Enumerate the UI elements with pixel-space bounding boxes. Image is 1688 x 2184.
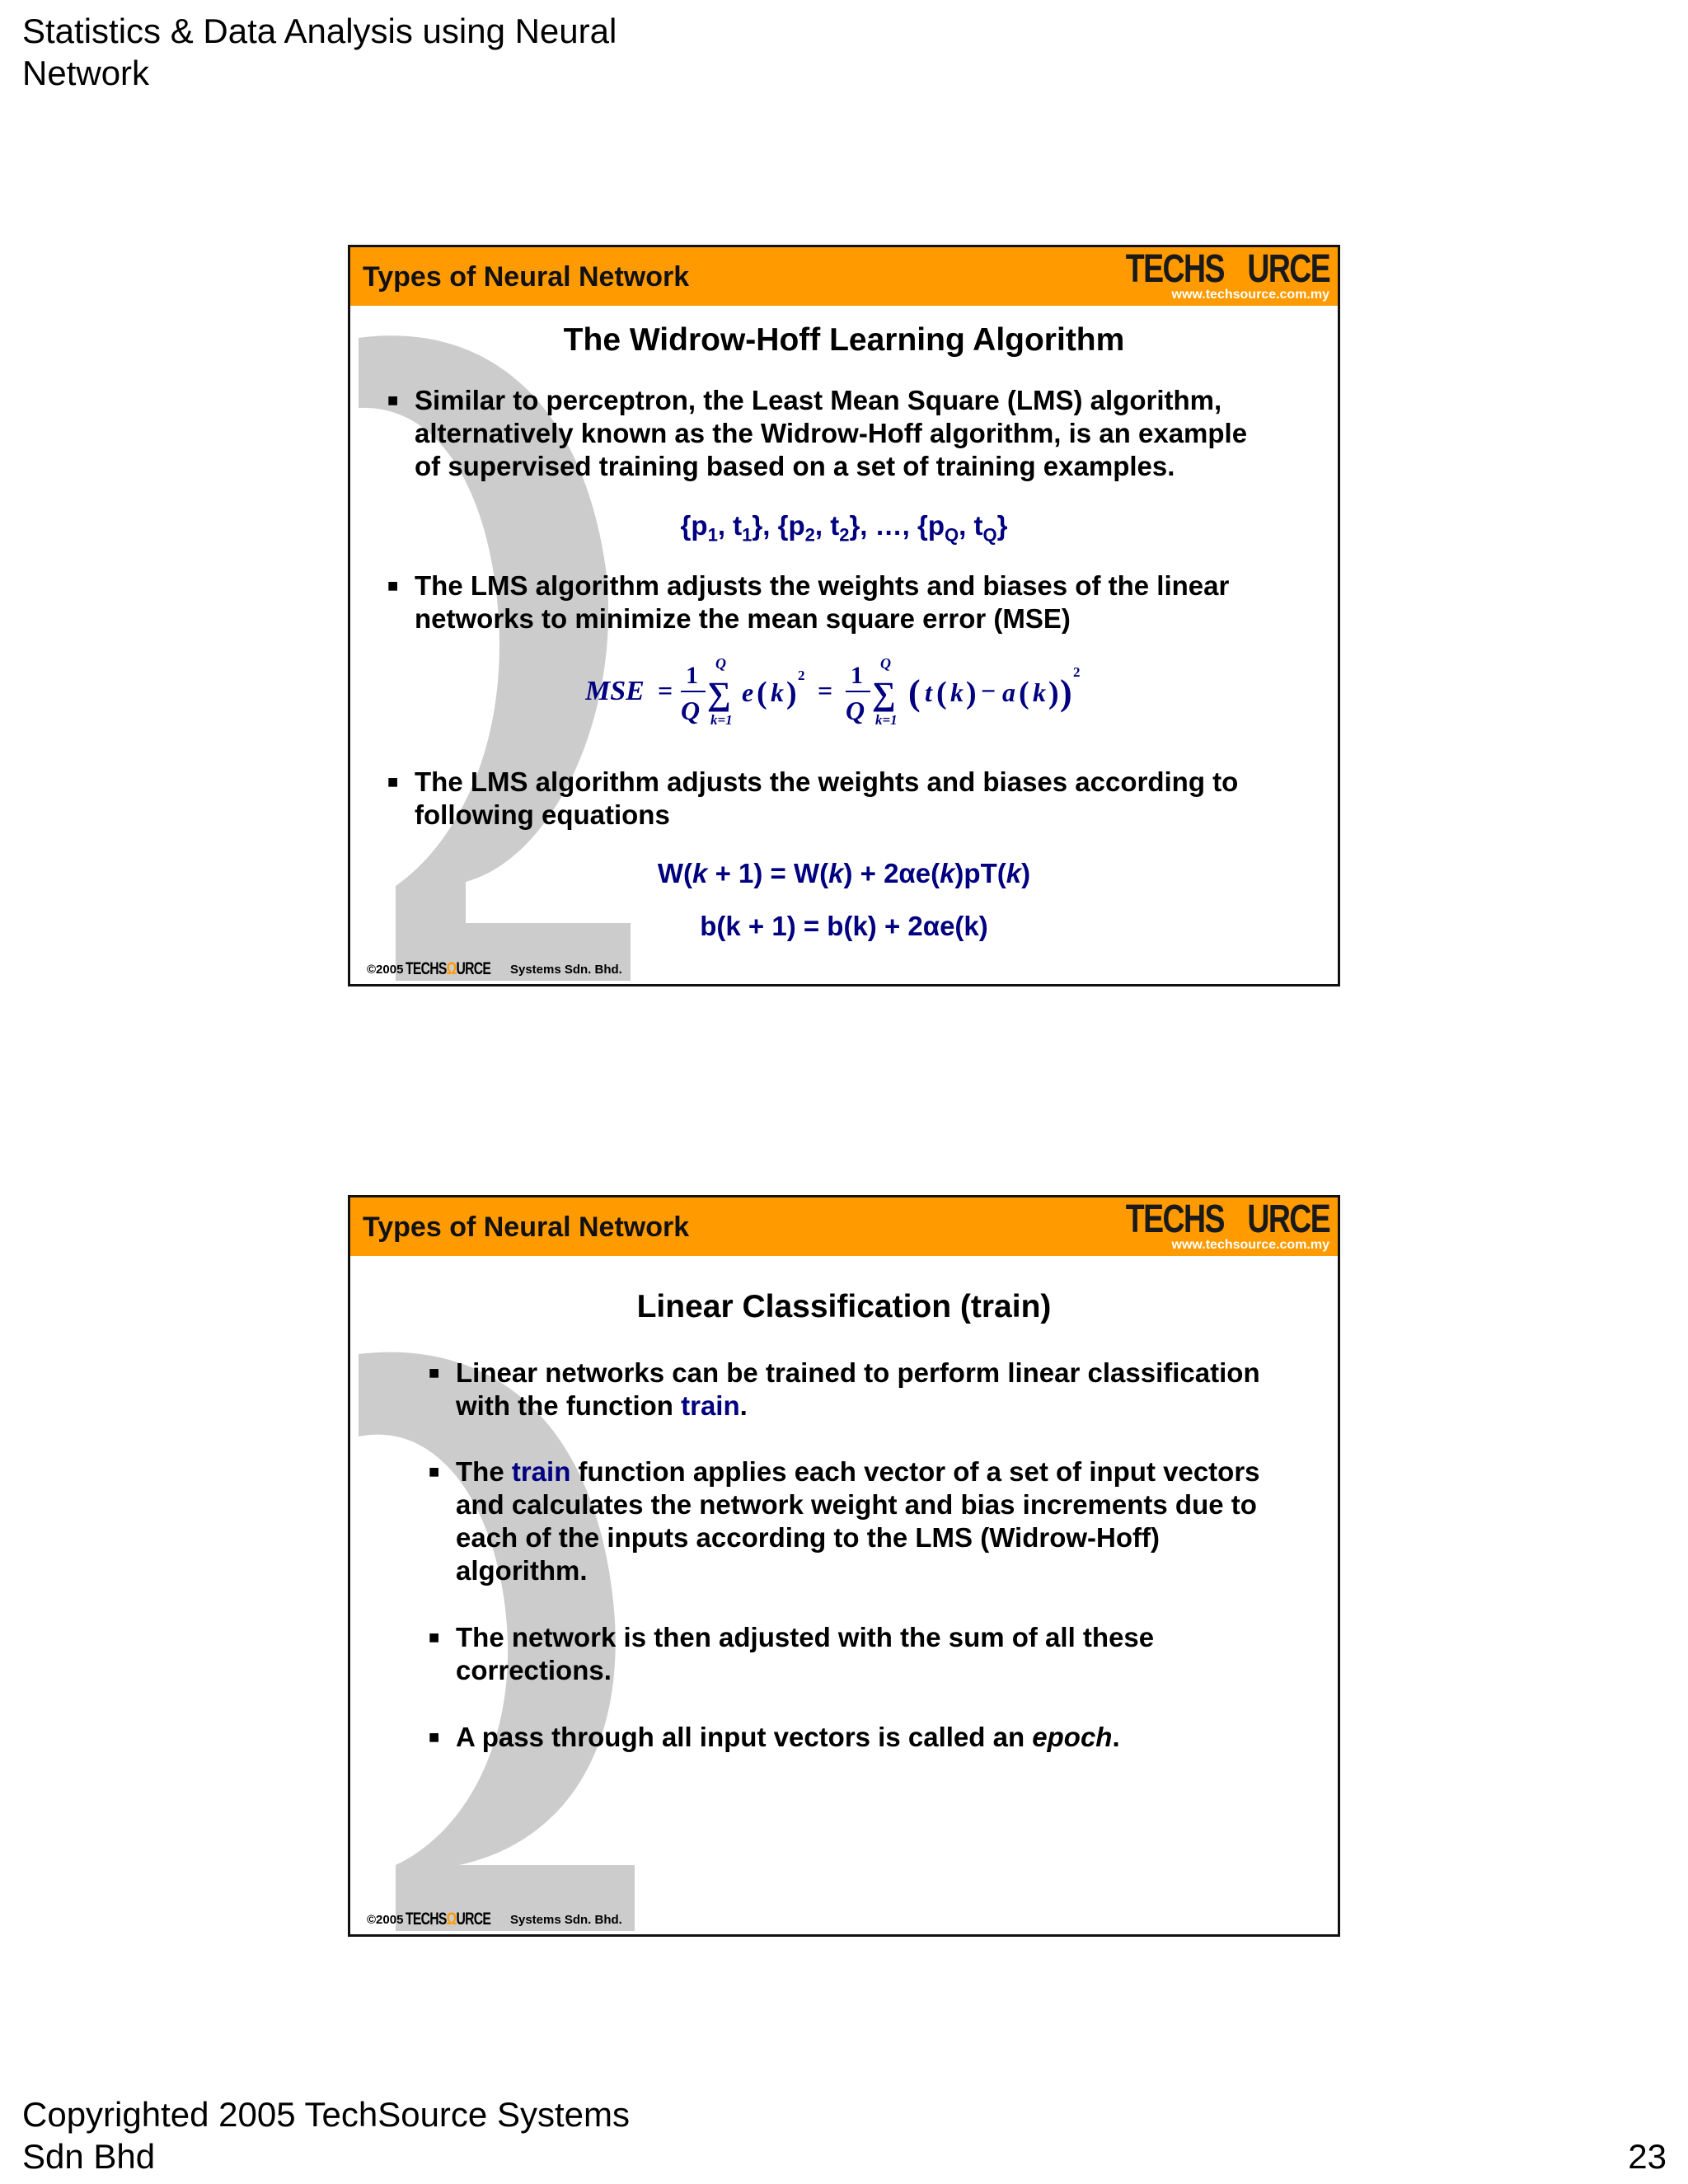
sum-icon: ∑ bbox=[707, 675, 731, 712]
bullet-square-icon: ■ bbox=[429, 1727, 440, 1747]
function-name-train: train bbox=[681, 1390, 740, 1421]
svg-text:(: ( bbox=[908, 673, 921, 713]
bullet-square-icon: ■ bbox=[429, 1627, 440, 1647]
svg-text:e: e bbox=[742, 677, 754, 707]
svg-text:Q: Q bbox=[715, 655, 726, 672]
bullet-item: ■ The LMS algorithm adjusts the weights and biases of the linear networks to minimize the mean square error (MSE) bbox=[387, 570, 1230, 634]
svg-text:=: = bbox=[818, 676, 833, 705]
fraction-numerator: 1 bbox=[686, 662, 698, 689]
bullet-item: ■ The train function applies each vector of a set of input vectors and calculates the network weight and bias increments due to each of the inputs according to the LMS (Widrow-Hoff) algorithm. bbox=[429, 1456, 1260, 1586]
svg-text:): ) bbox=[786, 676, 797, 710]
bullet-item: ■ Linear networks can be trained to perform linear classification with the function train. bbox=[429, 1357, 1260, 1421]
svg-text:t: t bbox=[925, 677, 932, 707]
training-set-formula: {$p_1$, $t_1$}, {$p_2$, $t_2$}, …, {$p_Q$, $t_Q$} bbox=[680, 510, 1008, 546]
bullet-item: ■ A pass through all input vectors is called an epoch. bbox=[429, 1722, 1120, 1752]
svg-text:a: a bbox=[1002, 677, 1015, 707]
slide-title: Linear Classification (train) bbox=[636, 1289, 1052, 1324]
svg-text:): ) bbox=[1060, 673, 1072, 713]
svg-text:2: 2 bbox=[798, 668, 805, 683]
svg-text:(: ( bbox=[936, 676, 947, 710]
slide-content bbox=[350, 306, 1338, 984]
page-footer: Copyrighted 2005 TechSource Systems Sdn Bhd bbox=[22, 2095, 630, 2176]
slide-header-title: Types of Neural Network bbox=[363, 1212, 690, 1243]
slide-content bbox=[350, 1256, 1338, 1934]
svg-text:Q: Q bbox=[880, 655, 891, 672]
svg-text:k: k bbox=[771, 677, 784, 707]
slide-linear-classification bbox=[348, 1195, 1340, 1937]
omega-logo-icon: Ω bbox=[1223, 247, 1248, 291]
mse-formula bbox=[585, 652, 1113, 743]
mini-logo: TECHSΩURCE bbox=[406, 1910, 491, 1929]
bias-update-equation: b(k + 1) = b(k) + 2αe(k) bbox=[700, 911, 988, 941]
svg-text:k: k bbox=[950, 677, 964, 707]
logo-wordmark: TECHSΩURCE bbox=[1125, 247, 1329, 291]
logo-wordmark: TECHSΩURCE bbox=[1125, 1197, 1329, 1241]
svg-text:): ) bbox=[966, 676, 977, 710]
techsource-logo bbox=[1068, 249, 1329, 302]
svg-text:(: ( bbox=[757, 676, 767, 710]
slide-copyright: ©2005 TECHSΩURCE Systems Sdn. Bhd. bbox=[367, 959, 622, 978]
slide-copyright: ©2005 TECHSΩURCE Systems Sdn. Bhd. bbox=[367, 1910, 622, 1929]
svg-text:): ) bbox=[1048, 676, 1059, 710]
logo-url: www.techsource.com.my bbox=[1171, 1238, 1329, 1252]
svg-text:=: = bbox=[658, 676, 673, 705]
term-epoch: epoch bbox=[1032, 1722, 1113, 1752]
svg-text:Q: Q bbox=[846, 696, 865, 725]
svg-text:(: ( bbox=[1019, 676, 1029, 710]
slide-header bbox=[350, 1197, 1338, 1256]
mini-logo: TECHSΩURCE bbox=[406, 959, 491, 978]
svg-text:2: 2 bbox=[1073, 664, 1081, 680]
techsource-logo bbox=[1068, 1199, 1329, 1253]
page-header: Statistics & Data Analysis using Neural Network bbox=[22, 12, 617, 92]
svg-text:∑: ∑ bbox=[872, 675, 896, 712]
bullet-item: ■ The network is then adjusted with the sum of all these corrections. bbox=[429, 1622, 1155, 1685]
bullet-square-icon: ■ bbox=[429, 1461, 440, 1482]
svg-text:k=1: k=1 bbox=[875, 712, 898, 728]
bullet-square-icon: ■ bbox=[387, 390, 399, 410]
svg-text:−: − bbox=[981, 676, 996, 705]
slide-header bbox=[350, 247, 1338, 306]
svg-text:k: k bbox=[1033, 677, 1046, 707]
bullet-square-icon: ■ bbox=[387, 575, 399, 596]
bullet-item: ■ The LMS algorithm adjusts the weights and biases according to following equations bbox=[387, 766, 1239, 830]
svg-text:1: 1 bbox=[851, 662, 863, 689]
function-name-train: train bbox=[511, 1456, 571, 1487]
slide-header-title: Types of Neural Network bbox=[363, 261, 690, 293]
page-number: 23 bbox=[1628, 2137, 1667, 2176]
bullet-item: ■ Similar to perceptron, the Least Mean Square (LMS) algorithm, alternatively known as the Widrow-Hoff algorithm, is an example of supervised training based on a set of training examples. bbox=[387, 385, 1248, 481]
bullet-square-icon: ■ bbox=[429, 1362, 440, 1383]
slide-widrow-hoff bbox=[348, 245, 1340, 987]
fraction-denominator: Q bbox=[681, 696, 701, 725]
slide-title: The Widrow-Hoff Learning Algorithm bbox=[563, 322, 1125, 358]
omega-logo-icon: Ω bbox=[1223, 1197, 1248, 1241]
logo-url: www.techsource.com.my bbox=[1171, 288, 1329, 302]
bullet-square-icon: ■ bbox=[387, 771, 399, 792]
weight-update-equation: W(k + 1) = W(k) + 2αe(k)pT(k) bbox=[657, 858, 1031, 888]
mse-lhs: MSE bbox=[585, 676, 645, 706]
svg-text:k=1: k=1 bbox=[710, 712, 733, 728]
